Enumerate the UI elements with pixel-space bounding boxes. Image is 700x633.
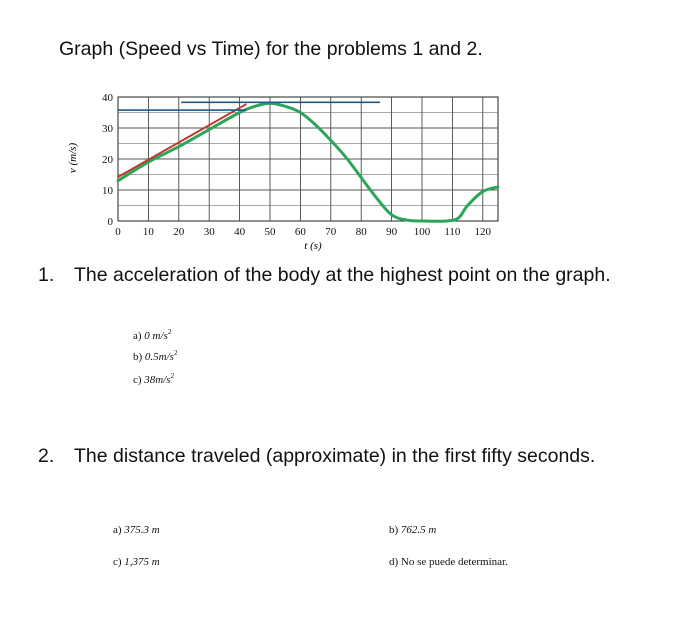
question-2-number: 2. [38, 445, 55, 467]
y-tick-label: 10 [102, 185, 113, 197]
option-label: d) [389, 556, 399, 568]
chart-lines [118, 102, 498, 221]
q1-option-b[interactable] [133, 349, 177, 363]
option-label: b) [389, 524, 399, 536]
speed-time-chart [0, 80, 700, 255]
question-2 [0, 443, 700, 473]
chart-ticks [102, 92, 492, 238]
q1-option-a[interactable] [133, 328, 171, 342]
option-value: 38m/s [144, 374, 171, 386]
option-value: 0 m/s [144, 330, 168, 342]
option-value: 1,375 m [124, 556, 160, 568]
y-tick-label: 40 [102, 92, 113, 104]
q2-option-a[interactable] [113, 524, 160, 536]
option-exponent: 2 [173, 349, 178, 357]
x-tick-label: 80 [355, 226, 367, 238]
q2-option-c[interactable] [113, 556, 160, 568]
option-label: a) [113, 524, 122, 536]
y-tick-label: 30 [102, 123, 113, 135]
q2-option-b[interactable] [389, 524, 436, 536]
option-value: 762.5 m [400, 524, 437, 536]
x-tick-label: 50 [264, 226, 276, 238]
series-tangent [118, 104, 246, 177]
q1-option-c[interactable] [133, 372, 174, 386]
option-value: No se puede determinar. [400, 556, 508, 568]
option-value: 375.3 m [124, 524, 160, 536]
option-exponent: 2 [170, 372, 175, 380]
x-tick-label: 30 [203, 226, 215, 238]
option-label: c) [113, 556, 122, 568]
chart-grid [118, 97, 498, 221]
page-title: Graph (Speed vs Time) for the problems 1 and 2. [59, 38, 483, 60]
x-tick-label: 120 [474, 226, 492, 238]
y-tick-label: 20 [102, 154, 113, 166]
x-tick-label: 70 [325, 226, 337, 238]
question-2-text: The distance traveled (approximate) in the first fifty seconds. [74, 445, 596, 467]
x-tick-label: 100 [413, 226, 431, 238]
q2-option-d[interactable] [389, 556, 508, 568]
x-axis-label: t (s) [304, 240, 322, 252]
option-label: b) [133, 351, 143, 363]
question-1 [0, 262, 700, 322]
option-label: a) [133, 330, 142, 342]
option-value: 0.5m/s [144, 351, 174, 363]
x-tick-label: 40 [234, 226, 246, 238]
option-exponent: 2 [167, 328, 172, 336]
x-tick-label: 110 [444, 226, 461, 238]
option-label: c) [133, 374, 142, 386]
question-1-text: The acceleration of the body at the highest point on the graph. [74, 264, 611, 286]
x-tick-label: 90 [386, 226, 398, 238]
y-axis-label: v (m/s) [67, 142, 79, 174]
x-tick-label: 0 [115, 226, 121, 238]
x-tick-label: 60 [294, 226, 306, 238]
y-tick-label: 0 [107, 216, 113, 228]
x-tick-label: 20 [173, 226, 185, 238]
x-tick-label: 10 [142, 226, 154, 238]
series-speed [118, 103, 498, 221]
question-1-number: 1. [38, 264, 55, 286]
